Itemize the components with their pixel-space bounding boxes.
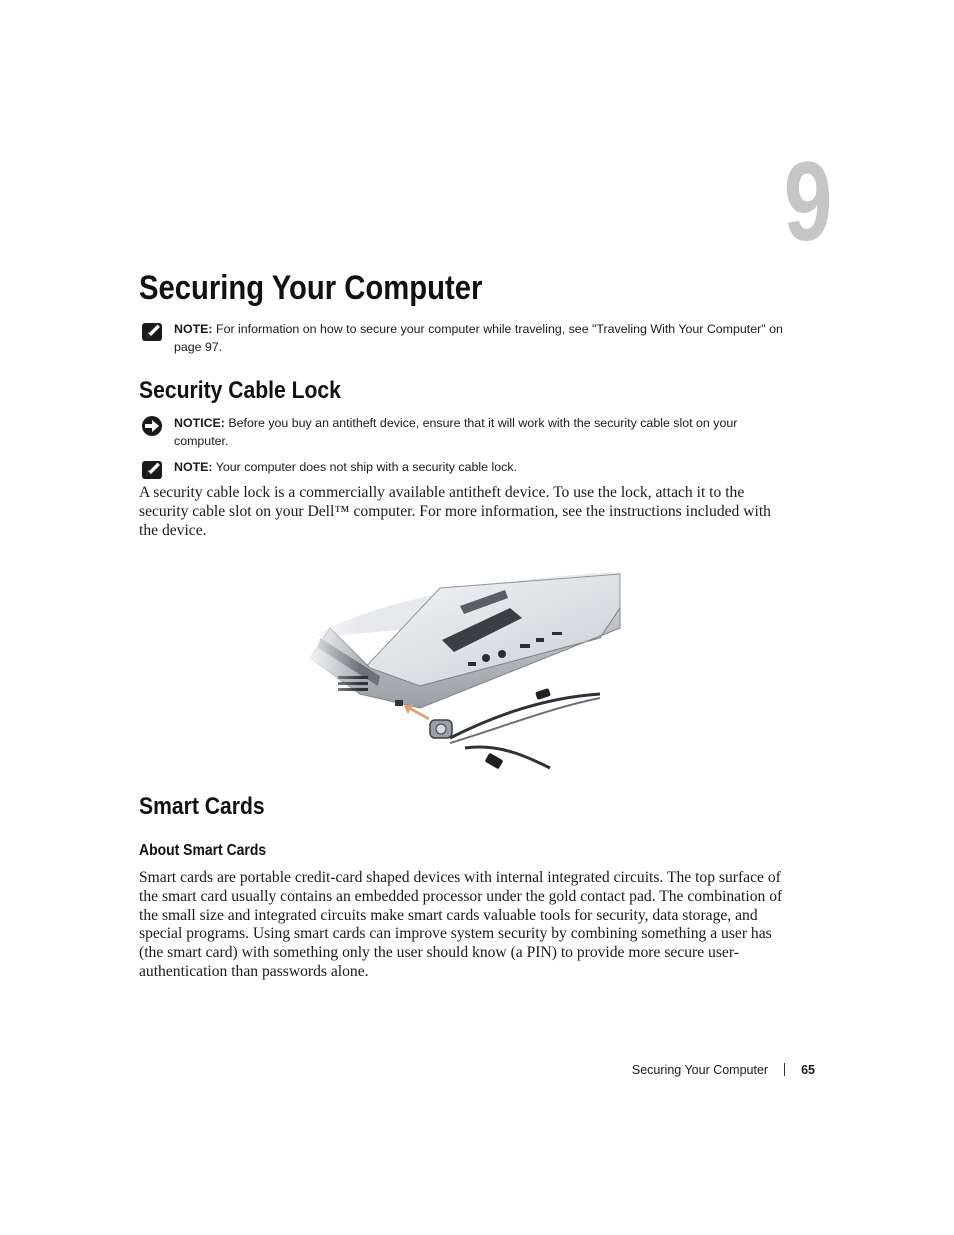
page-title: Securing Your Computer: [139, 269, 483, 307]
note-label: NOTE:: [174, 460, 213, 474]
note-label: NOTE:: [174, 322, 213, 336]
footer-separator: [784, 1063, 785, 1076]
security-cable-lock-paragraph: A security cable lock is a commercially available antitheft device. To use the lock, attach it to the security cable slot on your Dell™ computer. For more information, see the instructions included with the device.: [139, 484, 771, 539]
page-number: 65: [801, 1063, 815, 1077]
notice-antitheft: [140, 415, 785, 450]
note-no-cable-lock: [140, 459, 785, 477]
section-heading-smart-cards: Smart Cards: [139, 793, 265, 820]
subheading-about-smart-cards: About Smart Cards: [139, 842, 267, 859]
footer-section-title: Securing Your Computer: [631, 1063, 769, 1077]
section-heading-security-cable-lock: Security Cable Lock: [139, 377, 341, 404]
security-cable-lock-illustration: [300, 568, 630, 778]
notice-label: NOTICE:: [174, 416, 225, 430]
note-travel: [140, 321, 785, 356]
note-pencil-icon: [140, 321, 166, 343]
page-footer: [560, 1061, 815, 1079]
note-text: Your computer does not ship with a security cable lock.: [215, 460, 517, 474]
chapter-number: 9: [783, 139, 831, 264]
notice-text: Before you buy an antitheft device, ensure that it will work with the security cable slot on your computer.: [174, 416, 738, 448]
notice-arrow-icon: [140, 415, 166, 437]
smart-cards-paragraph: Smart cards are portable credit-card shaped devices with internal integrated circuits. The top surface of the smart card usually contains an embedded processor under the gold contact pad. The combination of the small size and integrated circuits make smart cards valuable tools for security, data storage, and special programs. Using smart cards can improve system security by combining something a user has (the smart card) with something only the user should know (a PIN) to provide more secure user-authentication than passwords alone.: [139, 869, 783, 980]
note-text: For information on how to secure your computer while traveling, see "Traveling With Your Computer" on page 97.: [174, 322, 783, 354]
note-pencil-icon: [140, 459, 166, 481]
